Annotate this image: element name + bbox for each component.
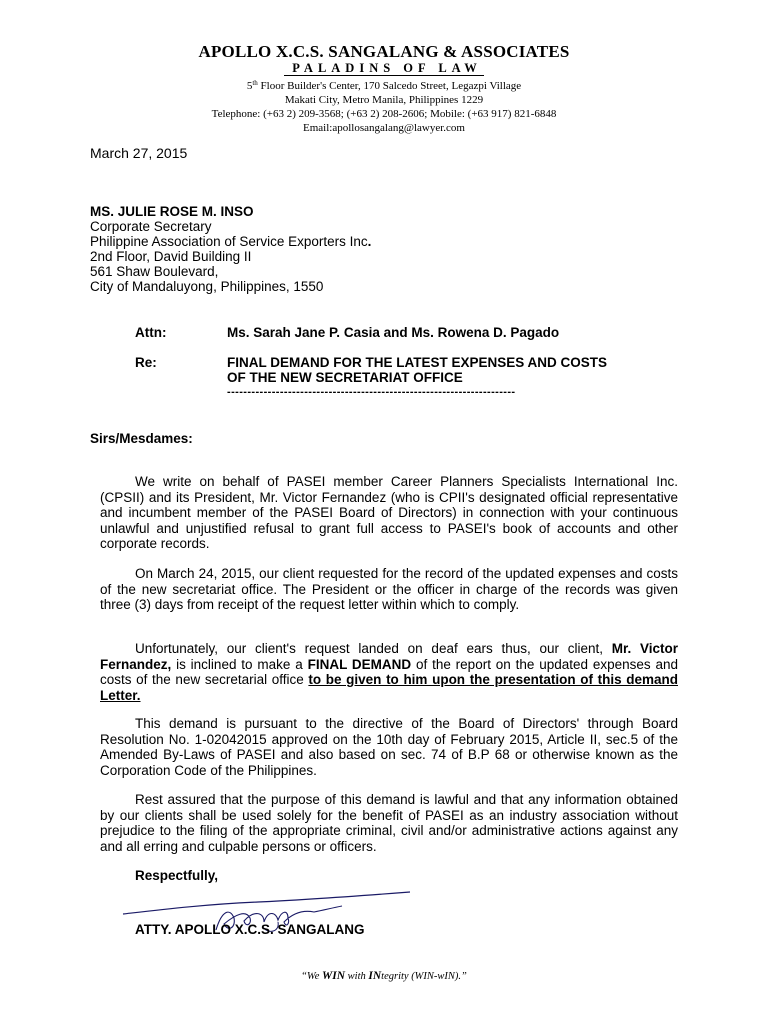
motto-part-1: “We [301, 971, 323, 982]
paragraph-1-text: We write on behalf of PASEI member Career Planners Specialists International Inc. (CPSII) and its President, Mr. Victor Fernandez (who is CPII's designated official representative and incumbent member of the PASEI Board of Directors) in connection with your continuous unlawful and unjustified refusal to grant full access to PASEI's book of accounts and other corporate records. [100, 474, 678, 552]
paragraph-4-text: This demand is pursuant to the directive of the Board of Directors' through Board Resolution No. 1-02042015 approved on the 10th day of February 2015, Article II, sec.5 of the Amended By-Laws of PASEI and also based on sec. 74 of B.P 68 or otherwise known as the Corporation Code of the Philippines. [100, 716, 678, 778]
re-rule: ----------------------------------------------------------------------- [227, 386, 516, 398]
client-name-emphasis: Mr. Victor Fernandez, [100, 641, 678, 672]
recipient-address-2: 561 Shaw Boulevard, [90, 264, 219, 279]
firm-name: APOLLO X.C.S. SANGALANG & ASSOCIATES [198, 42, 570, 61]
attn-value: Ms. Sarah Jane P. Casia and Ms. Rowena D. Pagado [227, 325, 560, 340]
demand-deadline-emphasis: to be given to him upon the presentation of this demand Letter. [100, 672, 678, 703]
paragraph-3-text-e: of the report on the updated expenses and costs of the new secretarial office [100, 656, 679, 688]
motto-part-3: tegrity (WIN-wIN).” [381, 971, 467, 982]
salutation: Sirs/Mesdames: [90, 431, 193, 446]
paragraph-5 [100, 792, 678, 854]
address-line-2: Makati City, Metro Manila, Philippines 1229 [284, 94, 484, 106]
email-line: Email:apollosangalang@lawyer.com [303, 122, 465, 134]
paragraph-3-text-a: Unfortunately, our client's request landed on deaf ears thus, our client, [135, 641, 612, 656]
closing: Respectfully, [135, 868, 219, 883]
telephone-line: Telephone: (+63 2) 209-3568; (+63 2) 208-2606; Mobile: (+63 917) 821-6848 [211, 108, 557, 120]
tagline-text: PALADINS OF LAW [284, 61, 484, 76]
letter-date: March 27, 2015 [90, 145, 188, 161]
paragraph-1 [100, 474, 678, 552]
paragraph-3 [100, 641, 678, 703]
floor-number: 5 [246, 80, 253, 92]
paragraph-2 [100, 566, 678, 613]
final-demand-emphasis: FINAL DEMAND [307, 656, 412, 672]
address-line-1 [0, 79, 768, 93]
motto-win: WIN [322, 970, 346, 982]
motto-part-2: with [345, 971, 369, 982]
floor-suffix: th [252, 79, 258, 87]
firm-tagline [0, 61, 768, 76]
attn-label: Attn: [135, 325, 167, 340]
organization-period: . [367, 234, 372, 249]
recipient-address-1: 2nd Floor, David Building II [90, 249, 252, 264]
paragraph-3-text-c: is inclined to make a [171, 656, 308, 672]
paragraph-4 [100, 716, 678, 778]
re-line-2: OF THE NEW SECRETARIAT OFFICE [227, 370, 463, 385]
re-line-1: FINAL DEMAND FOR THE LATEST EXPENSES AND COSTS [227, 355, 608, 370]
recipient-organization [90, 234, 371, 249]
motto-in: IN [368, 970, 382, 982]
address-line-1-rest: Floor Builder's Center, 170 Salcedo Street, Legazpi Village [257, 80, 522, 92]
recipient-address-3: City of Mandaluyong, Philippines, 1550 [90, 279, 324, 294]
organization-name: Philippine Association of Service Exporters Inc [90, 234, 368, 249]
firm-motto [0, 970, 768, 982]
paragraph-2-text: On March 24, 2015, our client requested for the record of the updated expenses and costs of the new secretariat office. The President or the officer in charge of the records was given three (3) days from receipt of the request letter within which to comply. [100, 566, 678, 613]
paragraph-5-text: Rest assured that the purpose of this demand is lawful and that any information obtained by our clients shall be used solely for the benefit of PASEI as an industry association without prejudice to the filing of the appropriate criminal, civil and/or administrative actions against any and all erring and culpable persons or officers. [100, 792, 678, 854]
re-label: Re: [135, 355, 157, 370]
signatory-name: ATTY. APOLLO X.C.S. SANGALANG [135, 922, 365, 937]
recipient-title: Corporate Secretary [90, 219, 212, 234]
firm-address [0, 79, 768, 135]
recipient-name: MS. JULIE ROSE M. INSO [90, 204, 254, 219]
